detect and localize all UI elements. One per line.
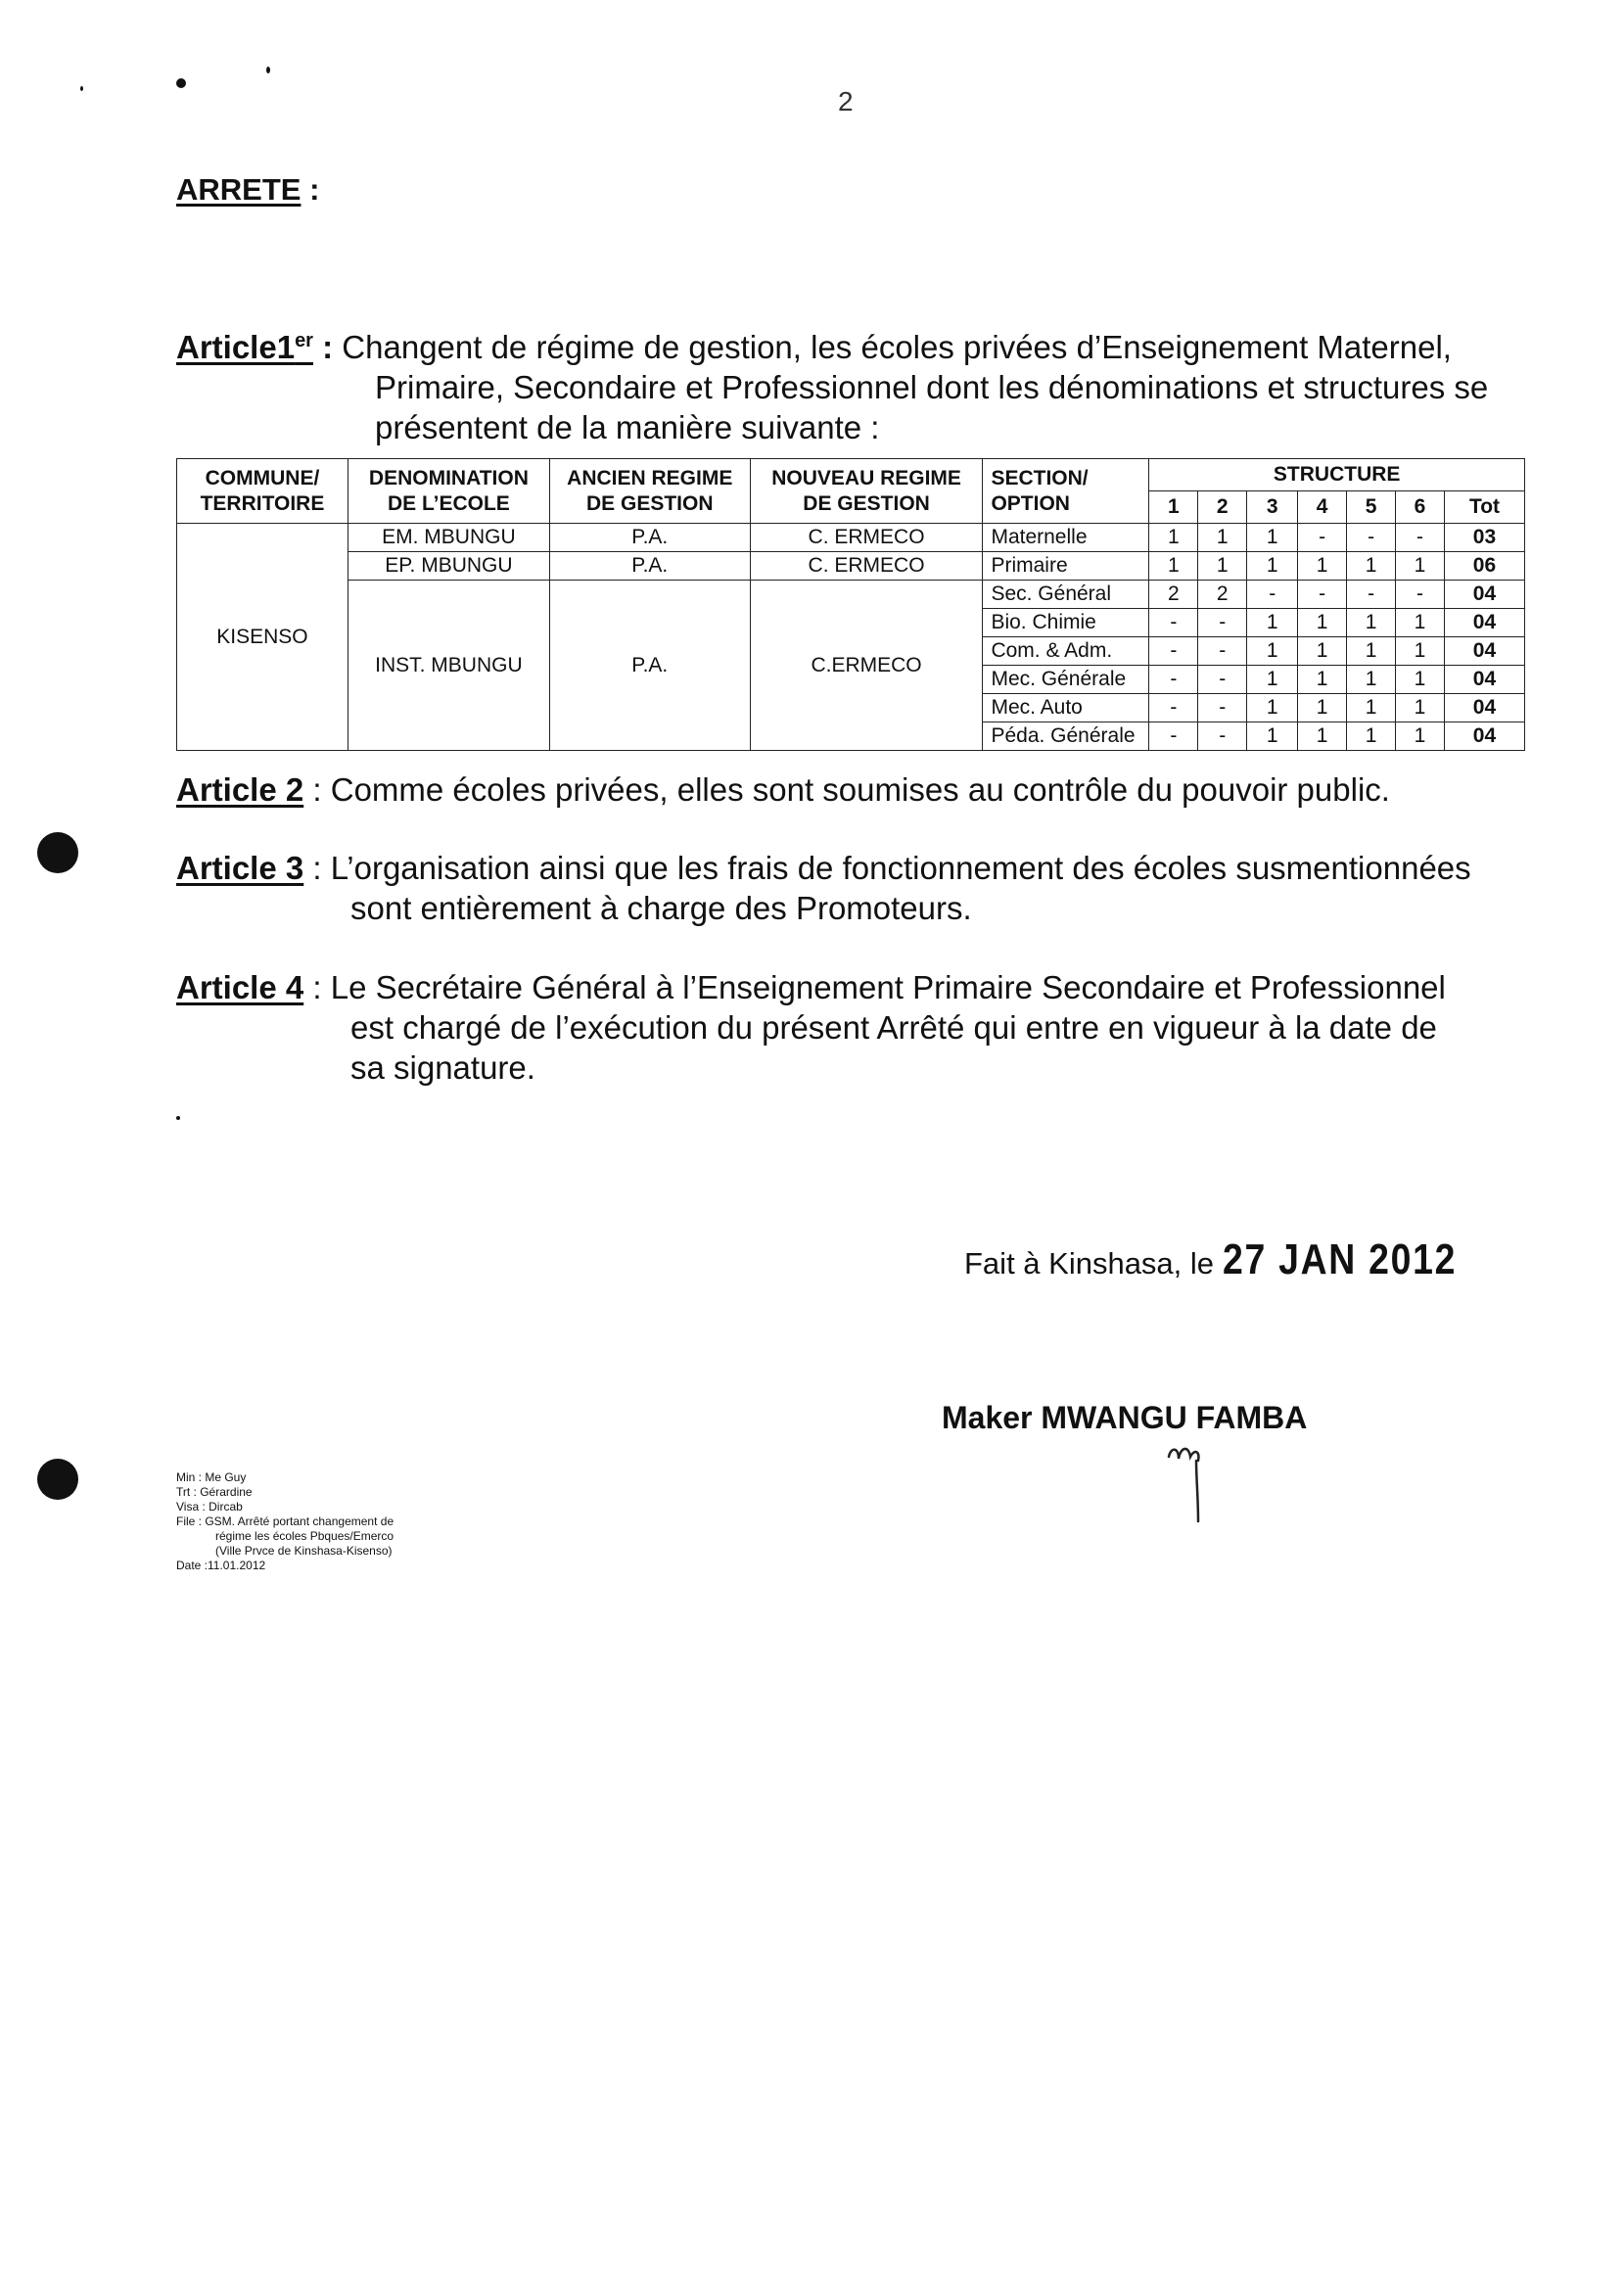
- nouveau-regime: C. ERMECO: [750, 552, 983, 581]
- footer-trt: Trt : Gérardine: [176, 1485, 253, 1499]
- table-row: [177, 524, 1525, 552]
- structure-cell: 1: [1149, 524, 1198, 552]
- structure-cell: 1: [1298, 637, 1347, 666]
- structure-cell: -: [1396, 524, 1445, 552]
- scan-speck: [176, 1116, 180, 1120]
- schools-table: [176, 458, 1525, 751]
- header-row: [177, 459, 1525, 491]
- structure-cell: 1: [1347, 666, 1396, 694]
- total-cell: 04: [1444, 609, 1524, 637]
- table-row: [177, 581, 1525, 609]
- structure-col: 1: [1149, 491, 1198, 524]
- footer-file-1: File : GSM. Arrêté portant changement de: [176, 1514, 394, 1528]
- structure-cell: -: [1198, 722, 1247, 751]
- total-cell: 06: [1444, 552, 1524, 581]
- header-section: [983, 459, 1149, 524]
- article-1-line-3: présentent de la manière suivante :: [375, 409, 880, 445]
- total-cell: 04: [1444, 666, 1524, 694]
- article-4-line-3: sa signature.: [350, 1049, 535, 1086]
- article-3-line-2: sont entièrement à charge des Promoteurs.: [350, 890, 972, 926]
- structure-cell: -: [1198, 666, 1247, 694]
- structure-cell: 1: [1347, 552, 1396, 581]
- signature-mark: [1155, 1439, 1233, 1527]
- structure-cell: 1: [1347, 722, 1396, 751]
- page-title: [176, 172, 319, 208]
- total-cell: 04: [1444, 581, 1524, 609]
- header-ancien-l2: DE GESTION: [586, 491, 714, 515]
- article-3-line-1: L’organisation ainsi que les frais de fonctionnement des écoles susmentionnées: [330, 850, 1471, 886]
- structure-cell: -: [1149, 637, 1198, 666]
- structure-cell: 1: [1247, 722, 1298, 751]
- article-2: [176, 769, 1527, 810]
- total-cell: 04: [1444, 722, 1524, 751]
- structure-cell: -: [1396, 581, 1445, 609]
- structure-col: 6: [1396, 491, 1445, 524]
- article-2-label: Article 2: [176, 771, 304, 808]
- total-cell: 03: [1444, 524, 1524, 552]
- article-4-line-1: Le Secrétaire Général à l’Enseignement Primaire Secondaire et Professionnel: [330, 969, 1446, 1005]
- header-commune: [177, 459, 348, 524]
- total-cell: 04: [1444, 637, 1524, 666]
- header-ancien-l1: ANCIEN REGIME: [567, 466, 733, 489]
- date-stamp: 27 JAN 2012: [1222, 1235, 1457, 1283]
- school-name: EP. MBUNGU: [348, 552, 549, 581]
- punch-hole: [37, 1459, 78, 1500]
- header-nouveau-l1: NOUVEAU REGIME: [771, 466, 961, 489]
- structure-cell: 2: [1198, 581, 1247, 609]
- structure-cell: 1: [1396, 666, 1445, 694]
- ancien-regime: P.A.: [549, 524, 750, 552]
- article-1-sep: :: [312, 329, 343, 365]
- header-ancien: [549, 459, 750, 524]
- structure-cell: 1: [1247, 637, 1298, 666]
- header-nouveau-l2: DE GESTION: [803, 491, 930, 515]
- section-cell: Mec. Générale: [983, 666, 1149, 694]
- structure-cell: 1: [1198, 552, 1247, 581]
- article-1-line-2: Primaire, Secondaire et Professionnel dont les dénominations et structures se: [375, 369, 1489, 405]
- article-2-sep: :: [303, 771, 331, 808]
- header-denomination-l2: DE L’ECOLE: [387, 491, 510, 515]
- structure-cell: 2: [1149, 581, 1198, 609]
- header-section-l2: OPTION: [991, 491, 1070, 515]
- structure-cell: 1: [1347, 694, 1396, 722]
- structure-cell: 1: [1247, 694, 1298, 722]
- structure-cell: 1: [1247, 524, 1298, 552]
- structure-col: 5: [1347, 491, 1396, 524]
- header-commune-l1: COMMUNE/: [205, 466, 320, 489]
- signer-name: Maker MWANGU FAMBA: [942, 1400, 1308, 1435]
- article-1-label: [176, 329, 313, 365]
- structure-cell: -: [1149, 609, 1198, 637]
- scan-speck: [80, 86, 83, 91]
- scan-speck: [266, 67, 270, 73]
- article-1-sup: er: [295, 330, 313, 351]
- article-2-line-1: Comme écoles privées, elles sont soumises au contrôle du pouvoir public.: [330, 771, 1390, 808]
- closing-place: Fait à Kinshasa, le: [964, 1246, 1223, 1281]
- section-cell: Péda. Générale: [983, 722, 1149, 751]
- header-structure: STRUCTURE: [1149, 459, 1525, 491]
- article-3: [176, 848, 1527, 928]
- closing-line: [964, 1235, 1498, 1284]
- footer-file-3: (Ville Prvce de Kinshasa-Kisenso): [215, 1544, 393, 1558]
- structure-cell: 1: [1396, 637, 1445, 666]
- total-cell: 04: [1444, 694, 1524, 722]
- structure-cell: 1: [1298, 694, 1347, 722]
- structure-cell: 1: [1347, 637, 1396, 666]
- nouveau-regime: C.ERMECO: [750, 581, 983, 751]
- header-commune-l2: TERRITOIRE: [200, 491, 325, 515]
- structure-cell: 1: [1247, 666, 1298, 694]
- school-name: EM. MBUNGU: [348, 524, 549, 552]
- article-4: [176, 967, 1527, 1088]
- structure-cell: -: [1347, 581, 1396, 609]
- structure-cell: 1: [1347, 609, 1396, 637]
- structure-cell: -: [1198, 637, 1247, 666]
- footer-min: Min : Me Guy: [176, 1470, 247, 1484]
- section-cell: Primaire: [983, 552, 1149, 581]
- footer-visa: Visa : Dircab: [176, 1500, 243, 1514]
- structure-cell: 1: [1298, 609, 1347, 637]
- document-footer: [176, 1470, 394, 1573]
- ancien-regime: P.A.: [549, 581, 750, 751]
- structure-col: 4: [1298, 491, 1347, 524]
- structure-cell: 1: [1298, 722, 1347, 751]
- footer-file-2: régime les écoles Pbques/Emerco: [215, 1529, 394, 1543]
- structure-cell: 1: [1298, 666, 1347, 694]
- table-row: [177, 552, 1525, 581]
- structure-cell: -: [1149, 722, 1198, 751]
- ancien-regime: P.A.: [549, 552, 750, 581]
- section-cell: Maternelle: [983, 524, 1149, 552]
- header-denomination-l1: DENOMINATION: [368, 466, 529, 489]
- structure-col: 3: [1247, 491, 1298, 524]
- article-4-line-2: est chargé de l’exécution du présent Arrêté qui entre en vigueur à la date de: [350, 1009, 1437, 1046]
- header-denomination: [348, 459, 549, 524]
- scan-speck: [176, 78, 186, 88]
- structure-cell: 1: [1247, 552, 1298, 581]
- article-1-label-text: Article1: [176, 329, 296, 365]
- structure-col: 2: [1198, 491, 1247, 524]
- section-cell: Sec. Général: [983, 581, 1149, 609]
- structure-cell: -: [1298, 581, 1347, 609]
- structure-cell: 1: [1396, 722, 1445, 751]
- heading-suffix: :: [301, 172, 320, 207]
- structure-col: Tot: [1444, 491, 1524, 524]
- structure-cell: 1: [1396, 694, 1445, 722]
- structure-cell: 1: [1198, 524, 1247, 552]
- structure-cell: 1: [1396, 609, 1445, 637]
- structure-cell: -: [1247, 581, 1298, 609]
- school-name: INST. MBUNGU: [348, 581, 549, 751]
- section-cell: Com. & Adm.: [983, 637, 1149, 666]
- structure-cell: 1: [1396, 552, 1445, 581]
- section-cell: Bio. Chimie: [983, 609, 1149, 637]
- article-3-label: Article 3: [176, 850, 304, 886]
- article-1-line-1: Changent de régime de gestion, les écoles privées d’Enseignement Maternel,: [342, 329, 1452, 365]
- structure-cell: -: [1198, 694, 1247, 722]
- structure-cell: -: [1347, 524, 1396, 552]
- structure-cell: 1: [1247, 609, 1298, 637]
- header-section-l1: SECTION/: [991, 466, 1089, 489]
- section-cell: Mec. Auto: [983, 694, 1149, 722]
- article-4-label: Article 4: [176, 969, 304, 1005]
- structure-cell: -: [1298, 524, 1347, 552]
- heading-text: ARRETE: [176, 172, 302, 207]
- article-1: [176, 321, 1527, 447]
- footer-date: Date :11.01.2012: [176, 1559, 266, 1572]
- nouveau-regime: C. ERMECO: [750, 524, 983, 552]
- article-4-sep: :: [303, 969, 331, 1005]
- header-nouveau: [750, 459, 983, 524]
- structure-cell: -: [1149, 694, 1198, 722]
- structure-cell: -: [1198, 609, 1247, 637]
- structure-cell: 1: [1298, 552, 1347, 581]
- article-3-sep: :: [303, 850, 331, 886]
- page-number: 2: [838, 86, 854, 116]
- structure-cell: 1: [1149, 552, 1198, 581]
- structure-cell: -: [1149, 666, 1198, 694]
- commune-cell: KISENSO: [177, 524, 348, 751]
- punch-hole: [37, 832, 78, 873]
